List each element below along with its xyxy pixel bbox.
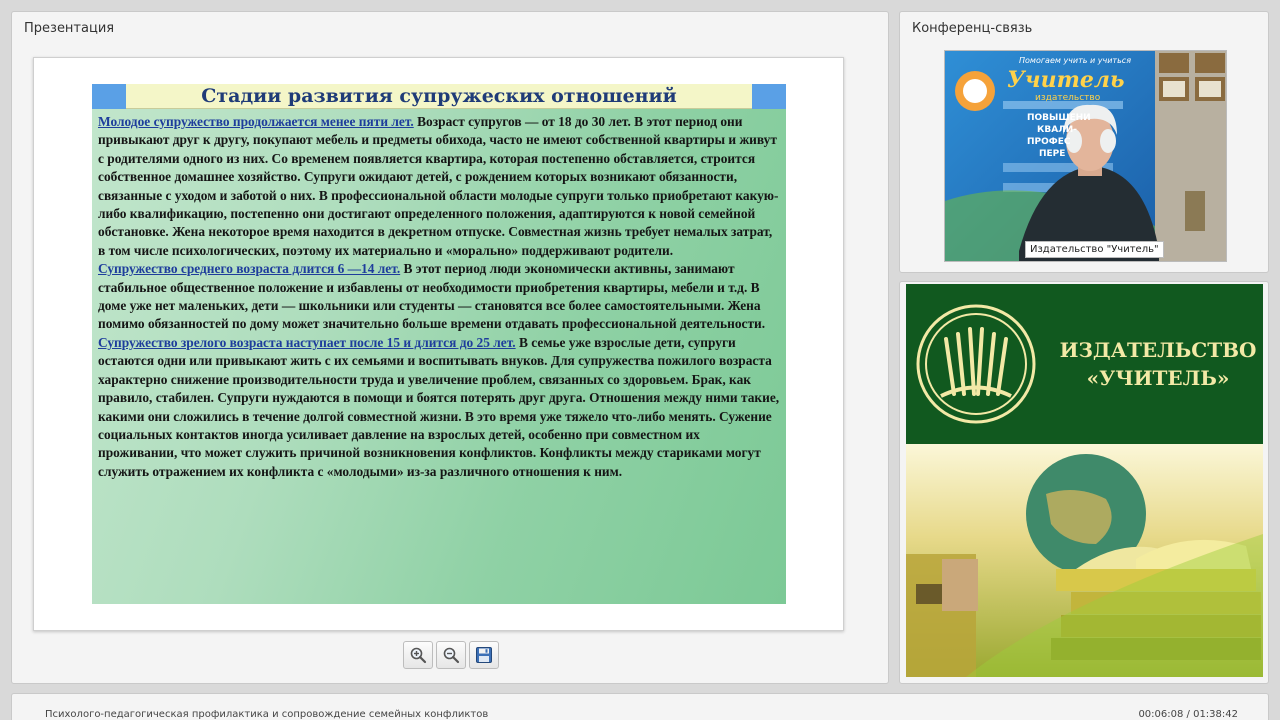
save-button[interactable] <box>469 641 499 669</box>
zoom-in-button[interactable] <box>403 641 433 669</box>
paragraph-lead: Молодое супружество продолжается менее пяти лет. <box>98 114 414 129</box>
player-status-bar <box>11 693 1269 720</box>
publisher-name-line2: «УЧИТЕЛЬ» <box>1086 366 1230 390</box>
floppy-disk-icon <box>475 646 493 664</box>
paragraph-lead: Супружество зрелого возраста наступает после 15 и длится до 25 лет. <box>98 334 516 350</box>
title-bar-left-accent <box>92 84 126 109</box>
paragraph-text: В этот период люди экономически активны, занимают стабильное общественное положение и избавлены от необходимости приобретения квартиры, мебели и т.д. В доме уже нет маленьких, дети — школьники или студенты — становятся все более самостоятельными. Жена помимо обязанностей по дому может значительно больше времени отдавать профессиональной деятельности. <box>98 261 766 332</box>
slide-paragraph-middle <box>98 260 780 334</box>
slide-title-bar <box>92 84 786 109</box>
slide-viewport[interactable] <box>33 57 844 631</box>
course-title: Психолого-педагогическая профилактика и сопровождение семейных конфликтов <box>45 709 489 720</box>
conference-panel-title: Конференц-связь <box>912 21 1033 36</box>
publisher-name <box>1058 336 1258 392</box>
publisher-name-line1: ИЗДАТЕЛЬСТВО <box>1059 338 1257 362</box>
presentation-panel <box>11 11 889 684</box>
paragraph-text: В семье уже взрослые дети, супруги остаются одни или привыкают жить с их семьями и воспитывать внуков. Для супружества пожилого возраста характерно снижение производительности труда и увеличение проблем, связанных со здоровьем. Брак, как правило, стабилен. Супруги нуждаются в помощи и боятся потерять друг друга. Отношения между ними такие, какими они сложились в течение долгой совместной жизни. В это время уже тяжело что-либо менять. Сужение социальных контактов иногда усиливает давление на взрослых детей, особенно при совместном их проживании, что может служить причиной возникновения конфликтов. Конфликты между стариками могут служить отражением их конфликта с «молодыми» из-за различного отношения к ним. <box>98 334 780 479</box>
slide-paragraph-mature <box>98 334 780 481</box>
publisher-panel <box>899 281 1269 684</box>
playback-time: 00:06:08 / 01:38:42 <box>1138 709 1238 720</box>
slide-toolbar <box>403 641 499 669</box>
slide <box>92 84 786 604</box>
video-poster-line: КВАЛИ- <box>1037 125 1077 135</box>
video-participant-label: Издательство "Учитель" <box>1025 241 1164 258</box>
video-poster-line: ПЕРЕ <box>1039 149 1066 159</box>
slide-body <box>98 113 780 481</box>
paragraph-text: Возраст супругов — от 18 до 30 лет. В этот период они привыкают друг к другу, покупают мебель и предметы обихода, часто не имеют собственной квартиры и живут с родителями одного из них. Со временем появляется квартира, которая постепенно обставляется, строится собственное домашнее хозяйство. Супруги ожидают детей, с рождением которых возникают обязанности, связанные с уходом и заботой о них. В профессиональной области молодые супруги только приобретают какую-либо квалификацию, постепенно они достигают определенного положения, адаптируются к новой семейной обстановке. Жена некоторое время находится в декретном отпуске. Совместная жизнь требует немалых затрат, в том числе психологических, поэтому их материально и «морально» поддерживают родители. <box>98 114 779 258</box>
video-poster-line: ПРОФЕС <box>1027 137 1071 147</box>
paragraph-lead: Супружество среднего возраста длится 6 —14 лет. <box>98 261 401 277</box>
video-poster-top-text: Помогаем учить и учиться <box>1019 56 1132 65</box>
publisher-banner <box>906 284 1263 677</box>
zoom-out-button[interactable] <box>436 641 466 669</box>
conference-panel <box>899 11 1269 273</box>
zoom-out-icon <box>442 646 460 664</box>
video-stream[interactable] <box>944 50 1227 262</box>
slide-paragraph-young <box>98 113 780 260</box>
video-poster-brand: Учитель <box>1007 67 1125 93</box>
video-poster-subtitle: издательство <box>1035 93 1101 103</box>
title-bar-right-accent <box>752 84 786 109</box>
zoom-in-icon <box>409 646 427 664</box>
slide-title: Стадии развития супружеских отношений <box>201 85 677 107</box>
video-poster-line: ПОВЫШЕНИ <box>1027 113 1091 123</box>
presentation-panel-title: Презентация <box>24 21 115 36</box>
